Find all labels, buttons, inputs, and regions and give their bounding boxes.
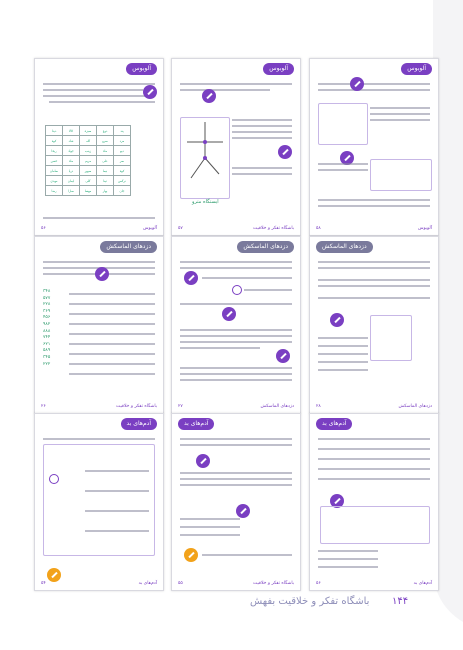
mini-page-7	[34, 413, 164, 591]
mini-page-3	[309, 58, 439, 236]
number-item: ۹۸۲	[43, 321, 51, 327]
mini-page-1	[34, 58, 164, 236]
pencil-icon	[276, 349, 290, 363]
pencil-icon	[222, 307, 236, 321]
word-table: دیدا کالا سبزه دوغ پند کوه شاد گله سرو مرد ریحا جواد زینب ماه دیو حسن ماه مریم علی سر سامان دریا سپهر نیما کوه مهدی ایمان گلی تینا نرگس رضا سارا مهسا بهار جان	[45, 125, 131, 196]
illustration	[320, 506, 430, 544]
illustration	[318, 103, 368, 145]
number-item: ۵۸۹	[43, 348, 51, 354]
lightbulb-icon	[184, 548, 198, 562]
page-header: آدم‌های بد	[316, 418, 352, 430]
number-item: ۷۴۴	[43, 335, 51, 341]
page-number: ۱۴۴	[392, 596, 409, 607]
number-item: ۳۶۹	[43, 308, 51, 314]
page-footer: ۲۶ باشگاه تفکر و خلاقیت	[41, 404, 157, 409]
page-header: دزدهای الماسکش	[316, 241, 373, 253]
book-title: باشگاه تفکر و خلاقیت بفهش	[250, 596, 370, 607]
page-footer: ۲۷ دزدهای الماسکش	[178, 404, 294, 409]
page-header: دزدهای الماسکش	[237, 241, 294, 253]
pencil-icon	[143, 85, 157, 99]
page-footer: ۵۷ باشگاه تفکر و خلاقیت	[178, 226, 294, 231]
page-footer: ۵۴ آدم‌های بد	[41, 581, 157, 586]
illustration	[370, 159, 432, 191]
page-footer: ۵۵ باشگاه تفکر و خلاقیت	[178, 581, 294, 586]
page-footer: ۲۸ دزدهای الماسکش	[316, 404, 432, 409]
number-item: ۶۲۱	[43, 341, 51, 347]
pencil-icon	[95, 267, 109, 281]
decoded-answer: ایستگاه مترو	[192, 199, 219, 205]
numbers-column	[43, 289, 65, 368]
illustration	[370, 315, 412, 361]
number-item: ۳۴۸	[43, 289, 51, 294]
pencil-icon	[184, 271, 198, 285]
mini-page-8	[171, 413, 301, 591]
lightbulb-icon	[47, 568, 61, 582]
number-item: ۲۲۲	[43, 361, 51, 367]
page-header: دزدهای الماسکش	[100, 241, 157, 253]
mini-page-5	[171, 236, 301, 414]
number-item: ۵۷۷	[43, 295, 51, 301]
mini-page-9	[309, 413, 439, 591]
pencil-icon	[236, 504, 250, 518]
number-item: ۳۴۵	[43, 354, 51, 360]
pencil-icon	[278, 145, 292, 159]
page-header: آلوبوس	[126, 63, 157, 75]
metro-lines	[181, 118, 229, 198]
mini-page-4	[34, 236, 164, 414]
mini-page-2	[171, 58, 301, 236]
pencil-icon	[330, 313, 344, 327]
page-header: آلوبوس	[263, 63, 294, 75]
number-item: ۲۲۸	[43, 302, 51, 308]
page-footer: ۵۸ آلوبوس	[316, 226, 432, 231]
metro-map	[180, 117, 230, 199]
pencil-icon	[202, 89, 216, 103]
page-header: آدم‌های بد	[121, 418, 157, 430]
page-header: آلوبوس	[401, 63, 432, 75]
page-header: آدم‌های بد	[178, 418, 214, 430]
number-item: ۴۵۶	[43, 315, 51, 321]
mini-page-6	[309, 236, 439, 414]
number-item: ۸۸۸	[43, 328, 51, 334]
page-footer: ۵۶ آدم‌های بد	[316, 581, 432, 586]
pencil-icon	[350, 77, 364, 91]
pencil-icon	[196, 454, 210, 468]
answer-table	[43, 444, 155, 556]
page-footer: ۵۶ آلوبوس	[41, 226, 157, 231]
